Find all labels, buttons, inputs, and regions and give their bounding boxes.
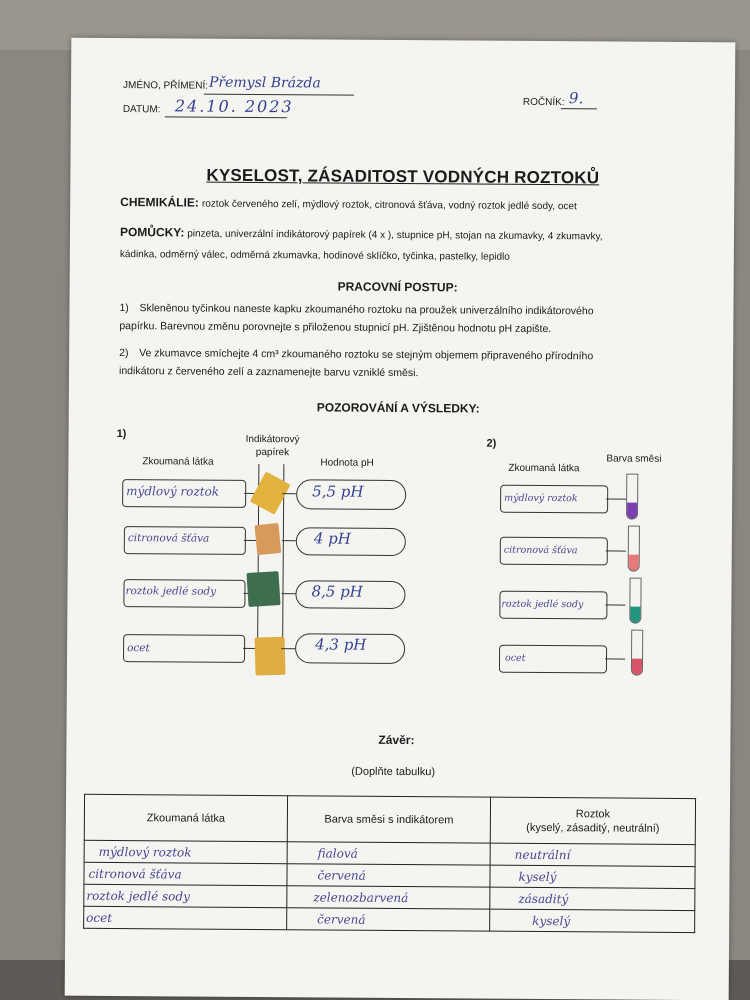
part1-col-ph: Hodnota pH [320, 457, 374, 469]
part1-substance-value: roztok jedlé sody [125, 585, 217, 598]
test-tube [628, 526, 640, 572]
indicator-paper [254, 523, 281, 555]
table-row [84, 906, 695, 932]
procedure-step2-line2: indikátoru z červeného zelí a zaznamenejte barvu vzniklé směsi. [118, 365, 419, 380]
worksheet-paper [65, 38, 736, 1000]
name-line [204, 94, 354, 96]
tools-text-line1: pinzeta, univerzální indikátorový papírek (4 x ), stupnice pH, stojan na zkumavky, 4 zkumavky, [187, 228, 603, 243]
connector-line [282, 540, 296, 541]
procedure-step1-line1: Skleněnou tyčinkou naneste kapku zkoumaného roztoku na proužek univerzálního indikátorového [139, 302, 594, 318]
tools-section [120, 225, 720, 243]
page-title: KYSELOST, ZÁSADITOST VODNÝCH ROZTOKŮ [206, 165, 600, 188]
table-cell-substance: roztok jedlé sody [84, 884, 287, 907]
connector-line [605, 658, 625, 659]
table-header-row [84, 794, 695, 844]
table-cell-substance: citronová šťáva [84, 862, 287, 885]
name-value: Přemysl Brázda [208, 74, 321, 92]
conclusion-heading: Závěr: [378, 732, 415, 748]
table-cell-color: červená [287, 864, 490, 887]
conclusion-table [83, 794, 696, 933]
procedure-step1-line2: papírku. Barevnou změnu porovnejte s přiloženou stupnicí pH. Zjištěnou hodnotu pH zapište. [119, 320, 552, 336]
part1-ph-value: 4 pH [313, 529, 351, 548]
date-line [165, 116, 287, 118]
tools-label: POMŮCKY: [119, 225, 185, 240]
part2-substance-value: mýdlový roztok [504, 492, 578, 505]
indicator-paper [255, 637, 286, 676]
chemicals-section [120, 195, 577, 212]
part2-col-color: Barva směsi [606, 453, 662, 465]
part1-number: 1) [116, 428, 127, 441]
test-tube [626, 474, 638, 520]
date-label: DATUM: [122, 104, 161, 116]
part2-col-substance: Zkoumaná látka [508, 462, 580, 475]
procedure-step2-line1: Ve zkumavce smíchejte 4 cm³ zkoumaného roztoku se stejným objemem připraveného přírodního [139, 347, 594, 363]
connector-line [281, 648, 295, 649]
part1-substance-value: ocet [127, 642, 150, 655]
table-cell-type: zásaditý [490, 887, 695, 910]
procedure-heading: PRACOVNÍ POSTUP: [337, 279, 458, 295]
connector-line [605, 604, 625, 605]
table-header-roztok-options: (kyselý, zásaditý, neutrální) [526, 821, 660, 835]
table-cell-type: kyselý [490, 909, 695, 932]
part1-col-paper: Indikátorový papírek [245, 433, 300, 459]
test-tube [631, 630, 643, 676]
connector-line [282, 493, 296, 494]
part1-substance-value: citronová šťáva [127, 532, 210, 545]
part2-substance-value: citronová šťáva [503, 544, 578, 557]
table-header-cell: Barva směsi s indikátorem [287, 796, 490, 843]
table-cell-type: neutrální [490, 843, 695, 866]
connector-line [606, 550, 626, 551]
table-header-cell [490, 797, 695, 844]
table-cell-substance: mýdlový roztok [84, 840, 287, 863]
connector-line [281, 593, 295, 594]
part1-ph-value: 5,5 pH [312, 482, 364, 501]
observation-heading: POZOROVÁNÍ A VÝSLEDKY: [316, 400, 480, 416]
table-header-roztok: Roztok [575, 807, 611, 820]
part1-ph-value: 4,3 pH [315, 635, 367, 654]
procedure-step1-number: 1) [119, 302, 129, 315]
part1-ph-value: 8,5 pH [311, 582, 363, 601]
grade-label: ROČNÍK: [522, 96, 565, 109]
part2-substance-value: roztok jedlé sody [501, 598, 584, 611]
table-cell-color: zelenozbarvená [287, 886, 490, 909]
test-tube [629, 578, 641, 624]
indicator-paper [246, 571, 280, 607]
part2-number: 2) [486, 437, 497, 450]
procedure-step2-number: 2) [119, 347, 129, 360]
table-cell-color: fialová [287, 842, 490, 865]
name-label: JMÉNO, PŘÍMENÍ: [122, 80, 209, 92]
grade-line [561, 108, 597, 109]
table-cell-color: červená [287, 908, 490, 931]
date-value: 24.10. 2023 [174, 96, 294, 117]
connector-line [606, 498, 626, 499]
table-cell-type: kyselý [490, 865, 695, 888]
table-cell-substance: ocet [84, 906, 287, 929]
chemicals-text: roztok červeného zelí, mýdlový roztok, citronová šťáva, vodný roztok jedlé sody, ocet [201, 198, 577, 213]
grade-value: 9. [568, 89, 584, 108]
part2-substance-value: ocet [504, 652, 526, 664]
part1-substance-value: mýdlový roztok [126, 484, 220, 499]
part1-col-substance: Zkoumaná látka [142, 456, 214, 468]
tools-text-line2: kádinka, odměrný válec, odměrná zkumavka, hodinové sklíčko, tyčinka, pastelky, lepidlo [119, 249, 510, 263]
conclusion-subheading: (Doplňte tabulku) [351, 765, 436, 779]
table-header-cell: Zkoumaná látka [84, 794, 287, 841]
chemicals-label: CHEMIKÁLIE: [120, 195, 199, 210]
